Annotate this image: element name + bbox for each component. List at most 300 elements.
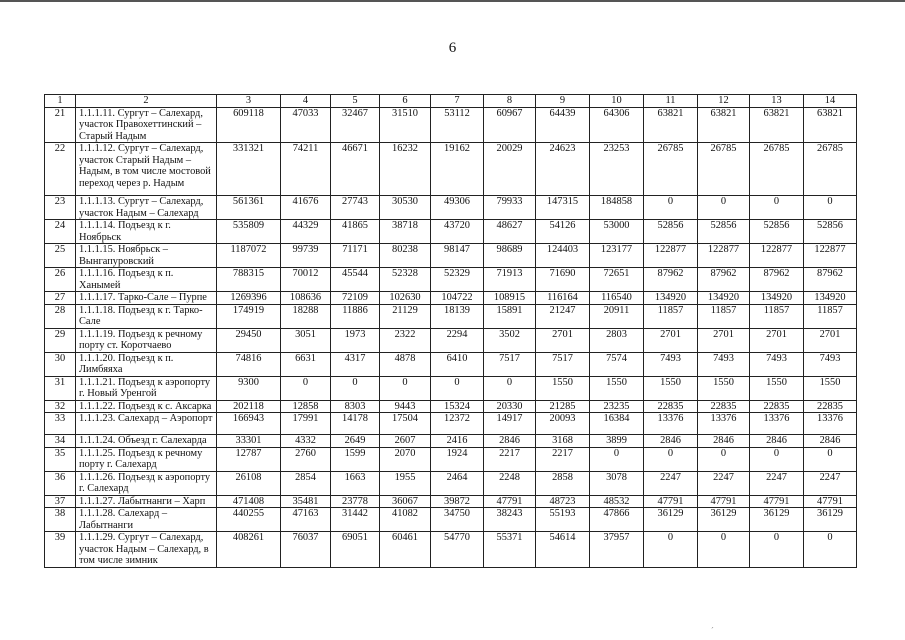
value-cell: 74211: [281, 143, 331, 196]
road-name: 1.1.1.12. Сургут – Салехард, участок Старый Надым – Надым, в том числе мостовой переход через р. Надым: [76, 143, 217, 196]
value-cell: 2416: [431, 435, 484, 448]
value-cell: 2701: [644, 328, 698, 352]
row-number: 23: [45, 196, 76, 220]
value-cell: 15324: [431, 400, 484, 413]
table-row: [45, 143, 857, 196]
value-cell: 49306: [431, 196, 484, 220]
value-cell: 35481: [281, 495, 331, 508]
value-cell: 20911: [590, 304, 644, 328]
value-cell: 0: [750, 196, 804, 220]
table-row: [45, 220, 857, 244]
row-number: 38: [45, 508, 76, 532]
value-cell: 2846: [804, 435, 857, 448]
value-cell: 38243: [484, 508, 536, 532]
value-cell: 22835: [804, 400, 857, 413]
value-cell: 47791: [750, 495, 804, 508]
column-header: 14: [804, 95, 857, 108]
value-cell: 147315: [536, 196, 590, 220]
value-cell: 33301: [217, 435, 281, 448]
value-cell: 9443: [380, 400, 431, 413]
value-cell: 166943: [217, 413, 281, 435]
row-number: 36: [45, 471, 76, 495]
table-row: [45, 107, 857, 143]
value-cell: 37957: [590, 532, 644, 568]
row-number: 29: [45, 328, 76, 352]
value-cell: 122877: [698, 244, 750, 268]
value-cell: 54770: [431, 532, 484, 568]
row-number: 28: [45, 304, 76, 328]
road-name: 1.1.1.28. Салехард – Лабытнанги: [76, 508, 217, 532]
header-row: [45, 95, 857, 108]
value-cell: 27743: [331, 196, 380, 220]
value-cell: 47791: [804, 495, 857, 508]
value-cell: 44329: [281, 220, 331, 244]
row-number: 25: [45, 244, 76, 268]
road-name: 1.1.1.18. Подъезд к г. Тарко-Сале: [76, 304, 217, 328]
value-cell: 48627: [484, 220, 536, 244]
road-name: 1.1.1.26. Подъезд к аэропорту г. Салехард: [76, 471, 217, 495]
column-header: 13: [750, 95, 804, 108]
value-cell: 7517: [484, 352, 536, 376]
value-cell: 8303: [331, 400, 380, 413]
value-cell: 116164: [536, 292, 590, 305]
value-cell: 21129: [380, 304, 431, 328]
row-number: 34: [45, 435, 76, 448]
value-cell: 174919: [217, 304, 281, 328]
value-cell: 1269396: [217, 292, 281, 305]
value-cell: 4332: [281, 435, 331, 448]
value-cell: 408261: [217, 532, 281, 568]
value-cell: 0: [281, 376, 331, 400]
value-cell: 11857: [644, 304, 698, 328]
value-cell: 47791: [644, 495, 698, 508]
road-name: 1.1.1.21. Подъезд к аэропорту г. Новый Уренгой: [76, 376, 217, 400]
value-cell: 55193: [536, 508, 590, 532]
value-cell: 0: [331, 376, 380, 400]
value-cell: 0: [750, 532, 804, 568]
value-cell: 23253: [590, 143, 644, 196]
table-row: [45, 532, 857, 568]
value-cell: 19162: [431, 143, 484, 196]
value-cell: 11886: [331, 304, 380, 328]
value-cell: 32467: [331, 107, 380, 143]
value-cell: 60967: [484, 107, 536, 143]
value-cell: 60461: [380, 532, 431, 568]
value-cell: 64306: [590, 107, 644, 143]
road-name: 1.1.1.15. Ноябрьск – Вынгапуровский: [76, 244, 217, 268]
value-cell: 21285: [536, 400, 590, 413]
value-cell: 2464: [431, 471, 484, 495]
value-cell: 0: [804, 447, 857, 471]
value-cell: 52328: [380, 268, 431, 292]
row-number: 26: [45, 268, 76, 292]
value-cell: 99739: [281, 244, 331, 268]
value-cell: 0: [698, 532, 750, 568]
value-cell: 102630: [380, 292, 431, 305]
value-cell: 52329: [431, 268, 484, 292]
value-cell: 0: [644, 196, 698, 220]
value-cell: 2854: [281, 471, 331, 495]
value-cell: 36129: [644, 508, 698, 532]
value-cell: 36129: [750, 508, 804, 532]
value-cell: 1550: [698, 376, 750, 400]
value-cell: 23778: [331, 495, 380, 508]
table-row: [45, 244, 857, 268]
value-cell: 2070: [380, 447, 431, 471]
top-rule: [0, 0, 905, 2]
data-table: [44, 94, 857, 568]
value-cell: 41865: [331, 220, 380, 244]
value-cell: 7493: [804, 352, 857, 376]
value-cell: 1955: [380, 471, 431, 495]
value-cell: 122877: [804, 244, 857, 268]
column-header: 10: [590, 95, 644, 108]
value-cell: 36129: [804, 508, 857, 532]
value-cell: 47163: [281, 508, 331, 532]
row-number: 35: [45, 447, 76, 471]
table-row: [45, 292, 857, 305]
value-cell: 13376: [644, 413, 698, 435]
value-cell: 12372: [431, 413, 484, 435]
row-number: 32: [45, 400, 76, 413]
value-cell: 20093: [536, 413, 590, 435]
table-row: [45, 447, 857, 471]
value-cell: 23235: [590, 400, 644, 413]
value-cell: 17504: [380, 413, 431, 435]
value-cell: 0: [644, 447, 698, 471]
value-cell: 18139: [431, 304, 484, 328]
value-cell: 54614: [536, 532, 590, 568]
value-cell: 12787: [217, 447, 281, 471]
value-cell: 134920: [804, 292, 857, 305]
value-cell: 29450: [217, 328, 281, 352]
value-cell: 98689: [484, 244, 536, 268]
value-cell: 17991: [281, 413, 331, 435]
value-cell: 123177: [590, 244, 644, 268]
value-cell: 2217: [484, 447, 536, 471]
value-cell: 72651: [590, 268, 644, 292]
table-row: [45, 376, 857, 400]
value-cell: 43720: [431, 220, 484, 244]
value-cell: 36129: [698, 508, 750, 532]
row-number: 21: [45, 107, 76, 143]
value-cell: 52856: [804, 220, 857, 244]
value-cell: 79933: [484, 196, 536, 220]
column-header: 8: [484, 95, 536, 108]
value-cell: 0: [698, 447, 750, 471]
column-header: 3: [217, 95, 281, 108]
value-cell: 47791: [698, 495, 750, 508]
value-cell: 52856: [698, 220, 750, 244]
value-cell: 53000: [590, 220, 644, 244]
value-cell: 2803: [590, 328, 644, 352]
value-cell: 0: [590, 447, 644, 471]
value-cell: 2247: [804, 471, 857, 495]
value-cell: 72109: [331, 292, 380, 305]
value-cell: 63821: [750, 107, 804, 143]
value-cell: 14917: [484, 413, 536, 435]
value-cell: 80238: [380, 244, 431, 268]
value-cell: 3168: [536, 435, 590, 448]
value-cell: 30530: [380, 196, 431, 220]
value-cell: 87962: [750, 268, 804, 292]
value-cell: 15891: [484, 304, 536, 328]
value-cell: 26785: [750, 143, 804, 196]
value-cell: 31442: [331, 508, 380, 532]
value-cell: 4317: [331, 352, 380, 376]
value-cell: 6631: [281, 352, 331, 376]
row-number: 39: [45, 532, 76, 568]
table-row: [45, 435, 857, 448]
value-cell: 331321: [217, 143, 281, 196]
value-cell: 13376: [804, 413, 857, 435]
value-cell: 48723: [536, 495, 590, 508]
value-cell: 98147: [431, 244, 484, 268]
table-body: [45, 95, 857, 568]
row-number: 33: [45, 413, 76, 435]
value-cell: 0: [380, 376, 431, 400]
value-cell: 24623: [536, 143, 590, 196]
road-name: 1.1.1.25. Подъезд к речному порту г. Салехард: [76, 447, 217, 471]
value-cell: 69051: [331, 532, 380, 568]
value-cell: 18288: [281, 304, 331, 328]
table-row: [45, 413, 857, 435]
value-cell: 2846: [644, 435, 698, 448]
value-cell: 13376: [750, 413, 804, 435]
value-cell: 2247: [750, 471, 804, 495]
value-cell: 116540: [590, 292, 644, 305]
value-cell: 7517: [536, 352, 590, 376]
column-header: 2: [76, 95, 217, 108]
value-cell: 41676: [281, 196, 331, 220]
value-cell: 11857: [804, 304, 857, 328]
value-cell: 46671: [331, 143, 380, 196]
value-cell: 3899: [590, 435, 644, 448]
value-cell: 535809: [217, 220, 281, 244]
value-cell: 74816: [217, 352, 281, 376]
value-cell: 1924: [431, 447, 484, 471]
value-cell: 0: [750, 447, 804, 471]
row-number: 37: [45, 495, 76, 508]
value-cell: 2607: [380, 435, 431, 448]
value-cell: 2322: [380, 328, 431, 352]
value-cell: 63821: [698, 107, 750, 143]
value-cell: 1550: [590, 376, 644, 400]
value-cell: 71690: [536, 268, 590, 292]
column-header: 6: [380, 95, 431, 108]
value-cell: 2846: [750, 435, 804, 448]
value-cell: 87962: [698, 268, 750, 292]
value-cell: 71171: [331, 244, 380, 268]
value-cell: 0: [431, 376, 484, 400]
table-row: [45, 196, 857, 220]
value-cell: 2846: [698, 435, 750, 448]
row-number: 31: [45, 376, 76, 400]
scan-mark: ´: [711, 626, 714, 635]
value-cell: 440255: [217, 508, 281, 532]
value-cell: 2701: [536, 328, 590, 352]
value-cell: 2858: [536, 471, 590, 495]
value-cell: 41082: [380, 508, 431, 532]
value-cell: 20029: [484, 143, 536, 196]
value-cell: 471408: [217, 495, 281, 508]
road-name: 1.1.1.22. Подъезд к с. Аксарка: [76, 400, 217, 413]
value-cell: 47033: [281, 107, 331, 143]
value-cell: 2247: [698, 471, 750, 495]
road-name: 1.1.1.23. Салехард – Аэропорт: [76, 413, 217, 435]
table-row: [45, 328, 857, 352]
value-cell: 1973: [331, 328, 380, 352]
value-cell: 45544: [331, 268, 380, 292]
value-cell: 0: [484, 376, 536, 400]
value-cell: 47866: [590, 508, 644, 532]
value-cell: 20330: [484, 400, 536, 413]
value-cell: 2247: [644, 471, 698, 495]
column-header: 1: [45, 95, 76, 108]
value-cell: 7574: [590, 352, 644, 376]
value-cell: 39872: [431, 495, 484, 508]
row-number: 27: [45, 292, 76, 305]
value-cell: 1599: [331, 447, 380, 471]
value-cell: 2248: [484, 471, 536, 495]
value-cell: 124403: [536, 244, 590, 268]
value-cell: 26785: [804, 143, 857, 196]
value-cell: 3502: [484, 328, 536, 352]
road-name: 1.1.1.20. Подъезд к п. Лимбяяха: [76, 352, 217, 376]
value-cell: 122877: [644, 244, 698, 268]
column-header: 12: [698, 95, 750, 108]
value-cell: 87962: [804, 268, 857, 292]
value-cell: 13376: [698, 413, 750, 435]
value-cell: 2760: [281, 447, 331, 471]
value-cell: 108636: [281, 292, 331, 305]
value-cell: 12858: [281, 400, 331, 413]
value-cell: 108915: [484, 292, 536, 305]
value-cell: 134920: [644, 292, 698, 305]
column-header: 7: [431, 95, 484, 108]
value-cell: 26108: [217, 471, 281, 495]
value-cell: 1187072: [217, 244, 281, 268]
value-cell: 4878: [380, 352, 431, 376]
road-name: 1.1.1.11. Сургут – Салехард, участок Правохеттинский – Старый Надым: [76, 107, 217, 143]
road-name: 1.1.1.17. Тарко-Сале – Пурпе: [76, 292, 217, 305]
value-cell: 52856: [644, 220, 698, 244]
value-cell: 0: [644, 532, 698, 568]
row-number: 30: [45, 352, 76, 376]
value-cell: 70012: [281, 268, 331, 292]
value-cell: 36067: [380, 495, 431, 508]
road-name: 1.1.1.14. Подъезд к г. Ноябрьск: [76, 220, 217, 244]
road-name: 1.1.1.24. Объезд г. Салехарда: [76, 435, 217, 448]
road-name: 1.1.1.13. Сургут – Салехард, участок Надым – Салехард: [76, 196, 217, 220]
table-row: [45, 352, 857, 376]
value-cell: 52856: [750, 220, 804, 244]
table-row: [45, 268, 857, 292]
value-cell: 3051: [281, 328, 331, 352]
value-cell: 71913: [484, 268, 536, 292]
table-row: [45, 495, 857, 508]
value-cell: 3078: [590, 471, 644, 495]
value-cell: 609118: [217, 107, 281, 143]
value-cell: 1550: [536, 376, 590, 400]
value-cell: 9300: [217, 376, 281, 400]
value-cell: 0: [804, 532, 857, 568]
value-cell: 7493: [644, 352, 698, 376]
value-cell: 14178: [331, 413, 380, 435]
value-cell: 2701: [804, 328, 857, 352]
value-cell: 63821: [804, 107, 857, 143]
row-number: 22: [45, 143, 76, 196]
value-cell: 26785: [698, 143, 750, 196]
value-cell: 0: [698, 196, 750, 220]
table-row: [45, 508, 857, 532]
value-cell: 184858: [590, 196, 644, 220]
value-cell: 26785: [644, 143, 698, 196]
value-cell: 53112: [431, 107, 484, 143]
value-cell: 134920: [698, 292, 750, 305]
value-cell: 21247: [536, 304, 590, 328]
column-header: 11: [644, 95, 698, 108]
value-cell: 34750: [431, 508, 484, 532]
value-cell: 2846: [484, 435, 536, 448]
value-cell: 55371: [484, 532, 536, 568]
value-cell: 788315: [217, 268, 281, 292]
value-cell: 87962: [644, 268, 698, 292]
road-name: 1.1.1.16. Подъезд к п. Ханымей: [76, 268, 217, 292]
value-cell: 76037: [281, 532, 331, 568]
value-cell: 16232: [380, 143, 431, 196]
value-cell: 561361: [217, 196, 281, 220]
value-cell: 1550: [804, 376, 857, 400]
value-cell: 22835: [750, 400, 804, 413]
value-cell: 1550: [750, 376, 804, 400]
value-cell: 11857: [750, 304, 804, 328]
value-cell: 64439: [536, 107, 590, 143]
value-cell: 11857: [698, 304, 750, 328]
value-cell: 16384: [590, 413, 644, 435]
value-cell: 2701: [750, 328, 804, 352]
value-cell: 22835: [698, 400, 750, 413]
column-header: 9: [536, 95, 590, 108]
row-number: 24: [45, 220, 76, 244]
value-cell: 63821: [644, 107, 698, 143]
value-cell: 2294: [431, 328, 484, 352]
value-cell: 2701: [698, 328, 750, 352]
value-cell: 1663: [331, 471, 380, 495]
table-row: [45, 304, 857, 328]
value-cell: 54126: [536, 220, 590, 244]
road-name: 1.1.1.29. Сургут – Салехард, участок Надым – Салехард, в том числе зимник: [76, 532, 217, 568]
value-cell: 122877: [750, 244, 804, 268]
value-cell: 134920: [750, 292, 804, 305]
value-cell: 1550: [644, 376, 698, 400]
road-name: 1.1.1.19. Подъезд к речному порту ст. Коротчаево: [76, 328, 217, 352]
column-header: 4: [281, 95, 331, 108]
value-cell: 202118: [217, 400, 281, 413]
value-cell: 7493: [698, 352, 750, 376]
value-cell: 0: [804, 196, 857, 220]
value-cell: 38718: [380, 220, 431, 244]
value-cell: 31510: [380, 107, 431, 143]
table-row: [45, 471, 857, 495]
value-cell: 104722: [431, 292, 484, 305]
page-number: 6: [448, 40, 457, 56]
table-row: [45, 400, 857, 413]
value-cell: 47791: [484, 495, 536, 508]
value-cell: 7493: [750, 352, 804, 376]
column-header: 5: [331, 95, 380, 108]
value-cell: 2217: [536, 447, 590, 471]
